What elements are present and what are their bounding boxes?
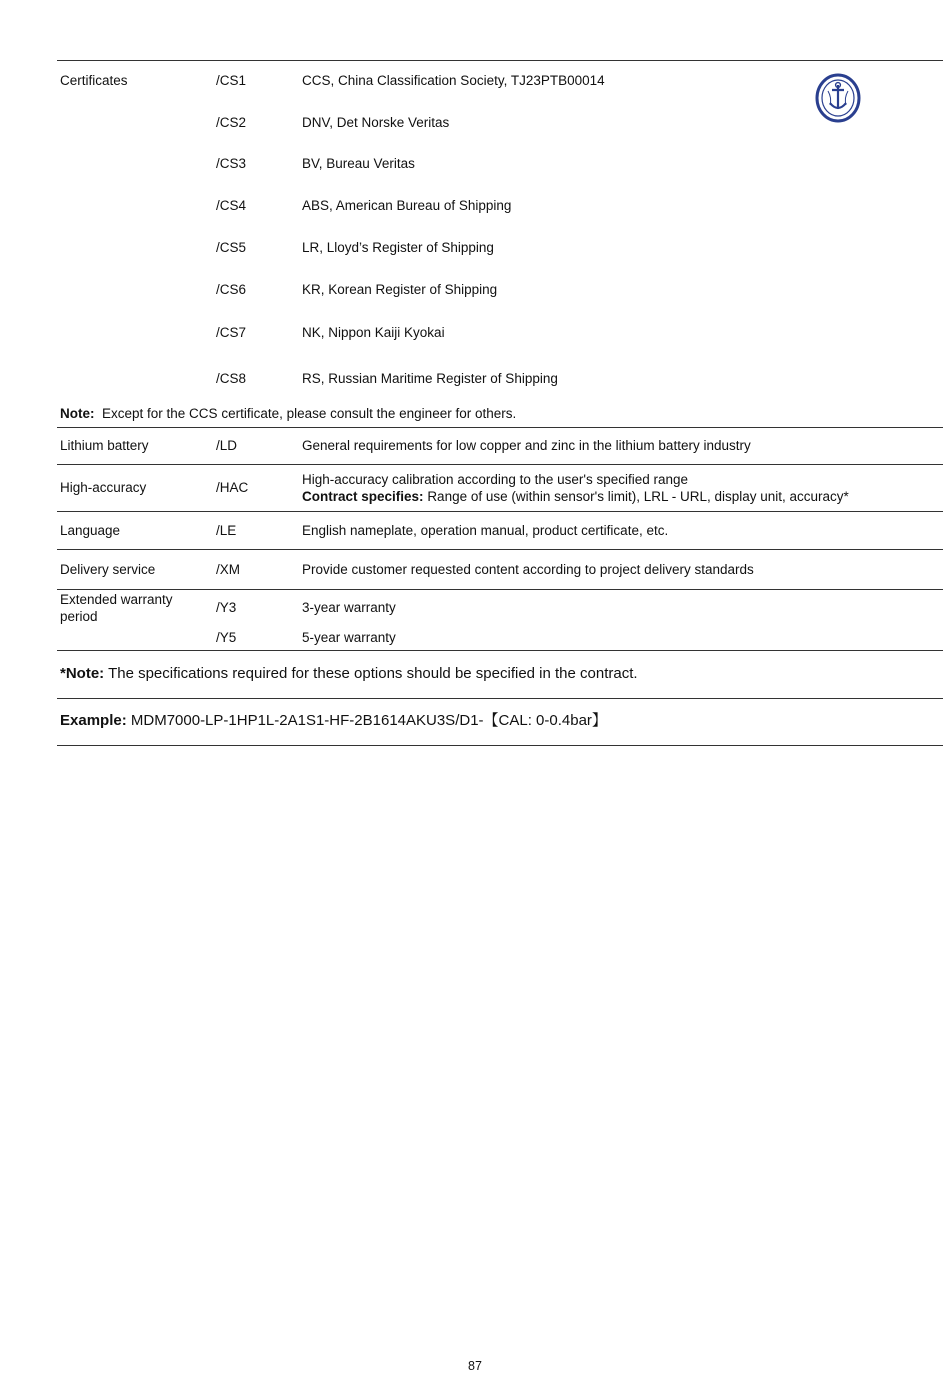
warranty-code-y3: /Y3 xyxy=(216,600,237,615)
rule-after-lithium xyxy=(57,464,943,465)
footnote xyxy=(60,666,638,682)
lithium-label: Lithium battery xyxy=(60,438,149,453)
rule-after-delivery xyxy=(57,589,943,590)
warranty-label-line1: Extended warranty xyxy=(60,592,173,607)
top-rule xyxy=(57,60,943,61)
cert-code-cs8: /CS8 xyxy=(216,371,247,386)
high-accuracy-desc: High-accuracy calibration according to the user's specified range xyxy=(302,472,689,487)
note-text: Except for the CCS certificate, please consult the engineer for others. xyxy=(102,406,517,421)
contract-specifies-text: Range of use (within sensor's limit), LRL - URL, display unit, accuracy* xyxy=(427,489,849,504)
warranty-code-y5: /Y5 xyxy=(216,630,237,645)
cert-desc-cs2: DNV, Det Norske Veritas xyxy=(302,115,450,130)
rule-after-note xyxy=(57,427,943,428)
warranty-desc-y3: 3-year warranty xyxy=(302,600,396,615)
lithium-desc: General requirements for low copper and zinc in the lithium battery industry xyxy=(302,438,751,453)
cert-desc-cs8: RS, Russian Maritime Register of Shipping xyxy=(302,371,558,386)
note-label: Note: xyxy=(60,406,95,421)
warranty-label-line2: period xyxy=(60,609,98,624)
example xyxy=(60,713,607,729)
cert-desc-cs7: NK, Nippon Kaiji Kyokai xyxy=(302,325,445,340)
cert-desc-cs4: ABS, American Bureau of Shipping xyxy=(302,198,512,213)
rule-after-high-accuracy xyxy=(57,511,943,512)
certificates-note xyxy=(60,406,516,422)
language-label: Language xyxy=(60,523,121,538)
delivery-code: /XM xyxy=(216,562,241,577)
cert-code-cs1: /CS1 xyxy=(216,73,247,88)
footnote-text: The specifications required for these options should be specified in the contract. xyxy=(108,665,638,682)
cert-desc-cs1: CCS, China Classification Society, TJ23PTB00014 xyxy=(302,73,605,88)
example-text: MDM7000-LP-1HP1L-2A1S1-HF-2B1614AKU3S/D1-【CAL: 0-0.4bar】 xyxy=(130,712,607,729)
cert-code-cs2: /CS2 xyxy=(216,115,247,130)
cert-desc-cs3: BV, Bureau Veritas xyxy=(302,156,415,171)
warranty-desc-y5: 5-year warranty xyxy=(302,630,396,645)
high-accuracy-contract xyxy=(302,489,849,505)
rule-after-language xyxy=(57,549,943,550)
lithium-code: /LD xyxy=(216,438,238,453)
cert-desc-cs5: LR, Lloyd’s Register of Shipping xyxy=(302,240,494,255)
high-accuracy-label: High-accuracy xyxy=(60,480,147,495)
certificates-label: Certificates xyxy=(60,73,128,88)
cert-code-cs6: /CS6 xyxy=(216,282,247,297)
bottom-rule xyxy=(57,745,943,746)
rule-after-warranty xyxy=(57,650,943,651)
rule-after-footnote xyxy=(57,698,943,699)
example-label: Example: xyxy=(60,712,127,729)
cert-code-cs5: /CS5 xyxy=(216,240,247,255)
page-number: 87 xyxy=(468,1359,482,1373)
cert-code-cs7: /CS7 xyxy=(216,325,247,340)
cert-code-cs4: /CS4 xyxy=(216,198,247,213)
cert-code-cs3: /CS3 xyxy=(216,156,247,171)
delivery-label: Delivery service xyxy=(60,562,156,577)
ccs-seal-logo xyxy=(815,73,861,123)
language-code: /LE xyxy=(216,523,237,538)
contract-specifies-label: Contract specifies: xyxy=(302,489,424,504)
footnote-label: *Note: xyxy=(60,665,105,682)
language-desc: English nameplate, operation manual, product certificate, etc. xyxy=(302,523,669,538)
cert-desc-cs6: KR, Korean Register of Shipping xyxy=(302,282,498,297)
high-accuracy-code: /HAC xyxy=(216,480,249,495)
delivery-desc: Provide customer requested content according to project delivery standards xyxy=(302,562,754,577)
